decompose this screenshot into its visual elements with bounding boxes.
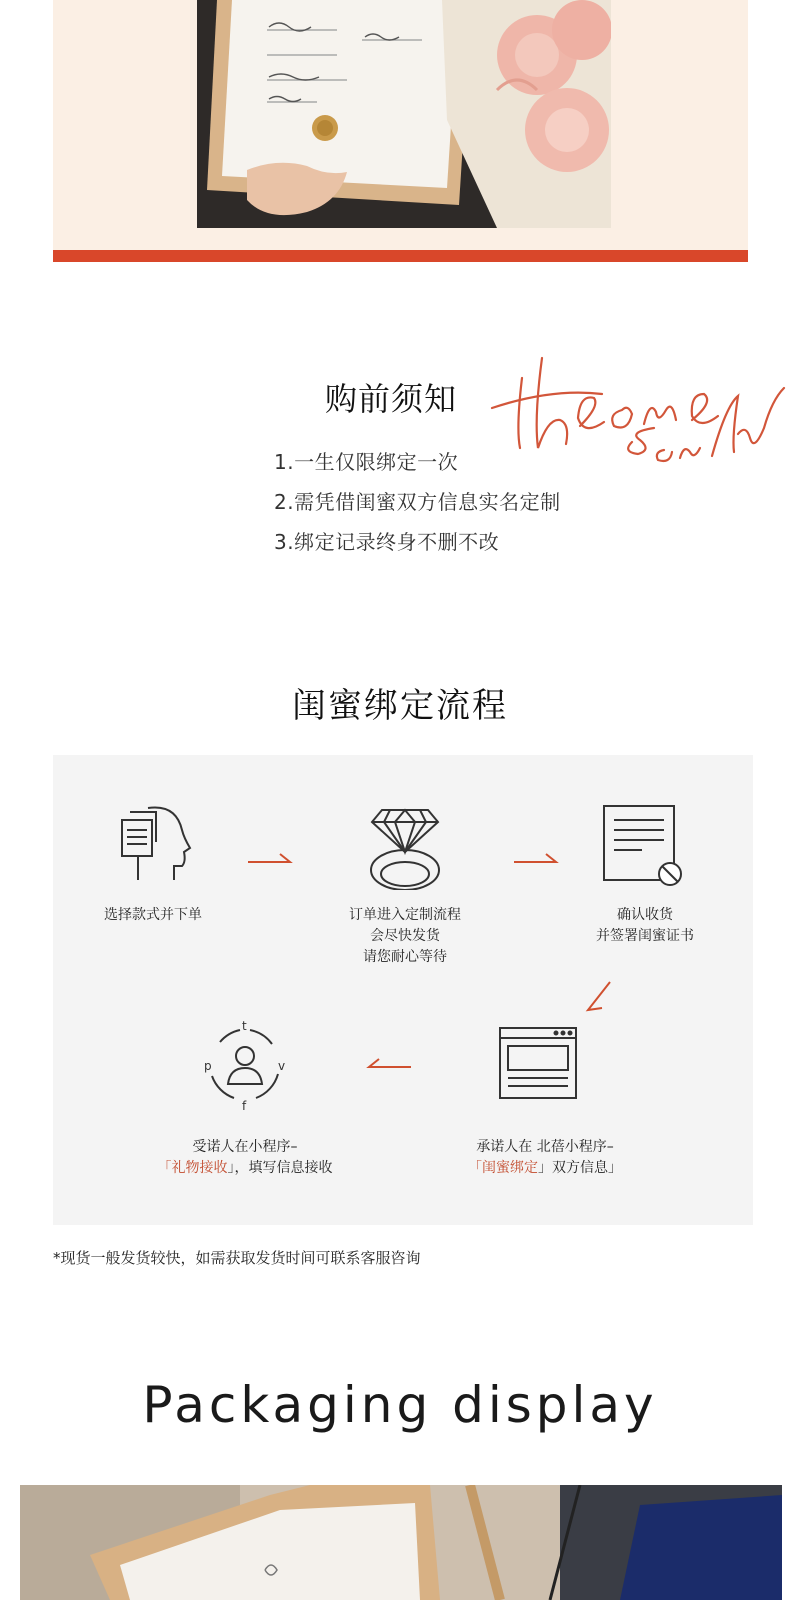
certificate-document-icon — [598, 800, 688, 890]
step-1-label: 选择款式并下单 — [104, 907, 202, 923]
step-3-label: 确认收货 并签署闺蜜证书 — [596, 907, 694, 944]
hero-photo — [197, 0, 611, 228]
notice-title: 购前须知 — [325, 380, 458, 418]
flow-title: 闺蜜绑定流程 — [292, 686, 508, 726]
arrow-icon — [512, 850, 562, 874]
user-tpvf-icon — [200, 1020, 290, 1110]
footnote: *现货一般发货较快，如需获取发货时间可联系客服咨询 — [53, 1249, 421, 1267]
notice-item-1: 1.一生仅限绑定一次 — [274, 450, 459, 474]
hero-accent-band — [53, 250, 748, 262]
step-2-label: 订单进入定制流程 会尽快发货 请您耐心等待 — [349, 907, 461, 965]
notice-item-3: 3.绑定记录终身不删不改 — [274, 530, 500, 554]
notice-item-2: 2.需凭借闺蜜双方信息实名定制 — [274, 490, 561, 514]
arrow-icon — [246, 850, 296, 874]
diamond-ring-icon — [360, 800, 450, 890]
step-5-label: 受诺人在小程序– 「礼物接收」，填写信息接收 — [157, 1139, 333, 1176]
arrow-icon — [365, 1055, 415, 1079]
arrow-icon — [580, 978, 620, 1022]
svg-text:f: f — [242, 1099, 247, 1110]
browser-window-icon — [494, 1020, 584, 1110]
svg-text:t: t — [242, 1020, 247, 1033]
script-decoration — [482, 338, 794, 468]
step-4-label: 承诺人在 北蓓小程序– 「闺蜜绑定」双方信息」 — [468, 1139, 622, 1176]
packaging-title: Packaging display — [142, 1376, 658, 1434]
svg-text:v: v — [278, 1059, 286, 1073]
svg-text:p: p — [204, 1059, 212, 1073]
packaging-photo — [20, 1485, 782, 1600]
order-form-head-icon — [108, 800, 198, 890]
